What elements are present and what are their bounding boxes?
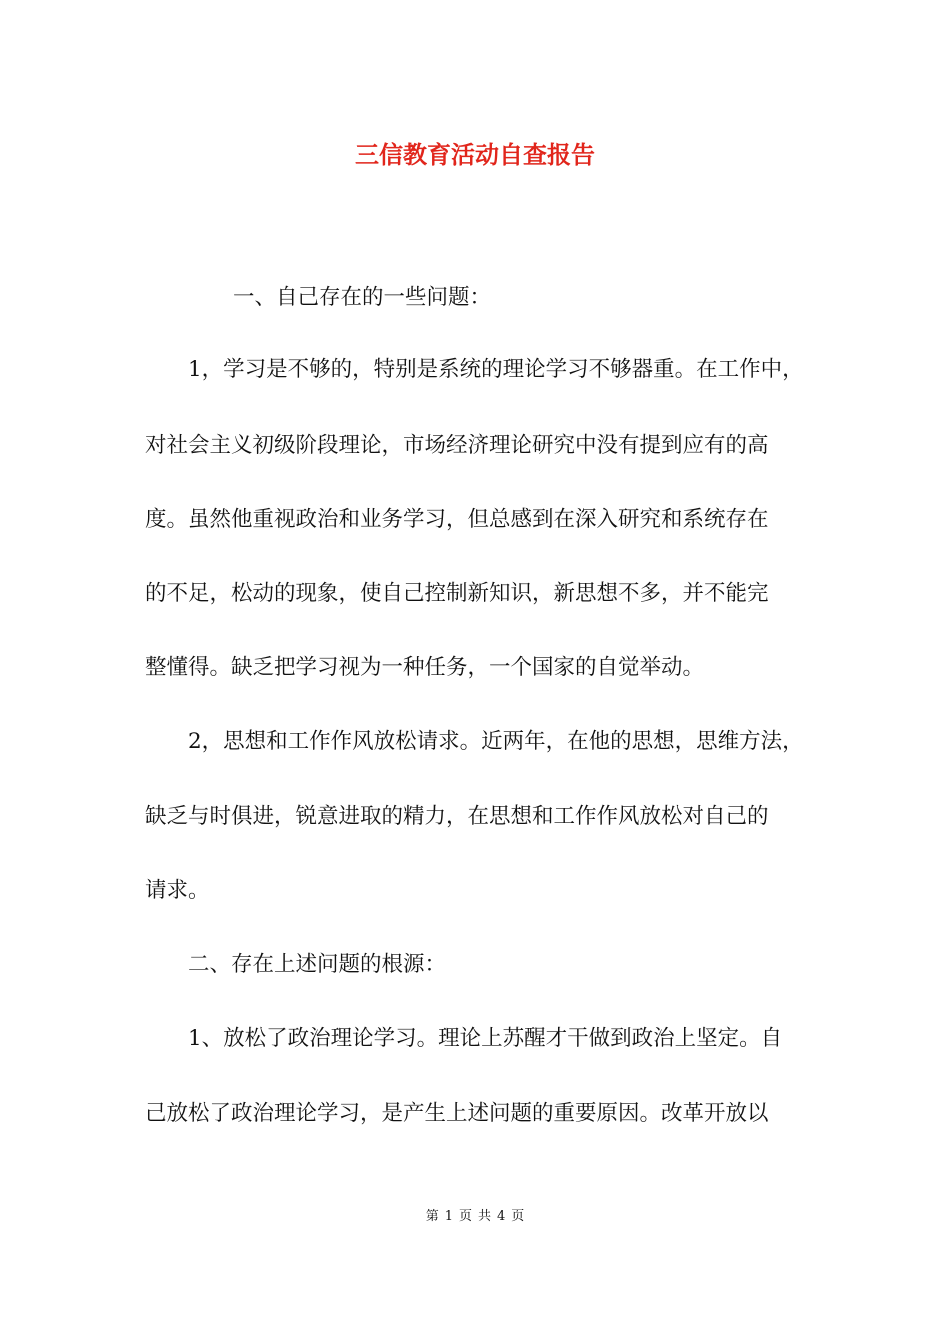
paragraph-line: 缺乏与时俱进，锐意进取的精力，在思想和工作作风放松对自己的	[145, 804, 769, 829]
paragraph-line: 整懂得。缺乏把学习视为一种任务，一个国家的自觉举动。	[145, 655, 705, 680]
paragraph-line: 对社会主义初级阶段理论，市场经济理论研究中没有提到应有的高	[145, 433, 769, 458]
section-heading-2: 二、存在上述问题的根源：	[188, 952, 447, 977]
current-page-number: 1	[444, 1209, 453, 1224]
paragraph-line: 1、放松了政治理论学习。理论上苏醒才干做到政治上坚定。自	[188, 1026, 783, 1051]
paragraph-line: 度。虽然他重视政治和业务学习，但总感到在深入研究和系统存在	[145, 507, 769, 532]
page-footer	[0, 1208, 950, 1226]
paragraph-line: 2，思想和工作作风放松请求。近两年，在他的思想，思维方法，	[188, 729, 804, 754]
footer-prefix: 第	[425, 1209, 439, 1224]
paragraph-line: 1，学习是不够的，特别是系统的理论学习不够器重。在工作中，	[188, 357, 804, 382]
footer-mid-1: 页	[458, 1209, 472, 1224]
total-pages-number: 4	[497, 1209, 506, 1224]
paragraph-line: 的不足，松动的现象，使自己控制新知识，新思想不多，并不能完	[145, 581, 769, 606]
paragraph-line: 己放松了政治理论学习，是产生上述问题的重要原因。改革开放以	[145, 1101, 769, 1126]
paragraph-line: 请求。	[145, 878, 210, 903]
footer-suffix: 页	[511, 1209, 525, 1224]
document-title: 三信教育活动自查报告	[355, 140, 595, 169]
footer-mid-2: 共	[478, 1209, 492, 1224]
section-heading-1: 一、自己存在的一些问题：	[233, 285, 492, 310]
